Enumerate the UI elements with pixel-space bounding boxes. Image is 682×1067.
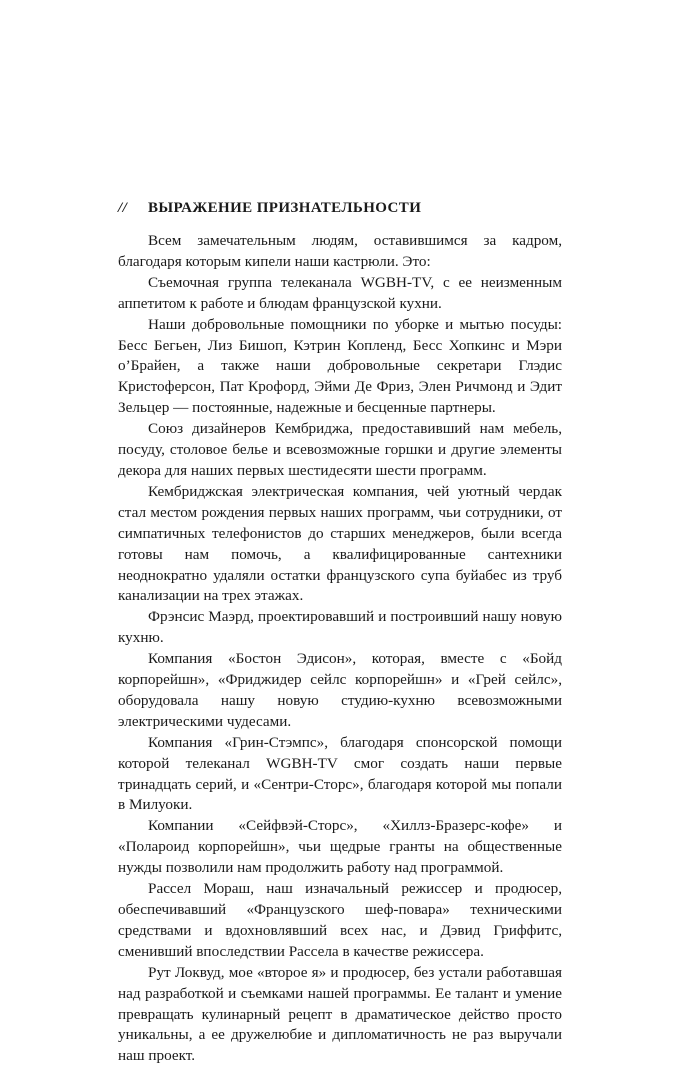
paragraph-boston-edison: Компания «Бостон Эдисон», которая, вместе с «Бойд корпорейшн», «Фриджидер сейлс корпорейшн» и «Грей сейлс», оборудовала нашу новую студию-кухню всевозможными электрическими чудесами. [118, 650, 562, 730]
page-content [118, 200, 562, 1067]
paragraph-wgbh-crew: Съемочная группа телеканала WGBH-TV, с ее неизменным аппетитом к работе и блюдам французской кухни. [118, 273, 562, 312]
paragraph-designers: Союз дизайнеров Кембриджа, предоставивший нам мебель, посуду, столовое белье и всевозможные горшки и другие элементы декора для наших первых шестидесяти шести программ. [118, 420, 562, 479]
body-text [118, 231, 562, 1067]
paragraph-volunteers: Наши добровольные помощники по уборке и мытью посуды: Бесс Бегьен, Лиз Бишоп, Кэтрин Копленд, Бесс Хопкинс и Мэри о’Брайен, а также наши добровольные секретари Глэдис Кристоферсон, Пат Крофорд, Эйми Де Фриз, Элен Ричмонд и Эдит Зельцер — постоянные, надежные и бесценные партнеры. [118, 315, 562, 417]
paragraph-francis: Фрэнсис Маэрд, проектировавший и построивший нашу новую кухню. [118, 608, 562, 647]
paragraph-ruth: Рут Локвуд, мое «второе я» и продюсер, без устали работавшая над разработкой и съемками нашей программы. Ее талант и умение превращать кулинарный рецепт в драматическое действо просто уникальны, а ее дружелюбие и дипломатичность не раз выручали наш проект. [118, 963, 562, 1065]
heading-mark: // [118, 200, 128, 216]
paragraph-electric-company: Кембриджская электрическая компания, чей уютный чердак стал местом рождения первых наших программ, чьи сотрудники, от симпатичных телефонистов до старших менеджеров, были всегда готовы нам помочь, а квалифицированные сантехники неоднократно удаляли остатки французского супа буйабес из труб канализации на трех этажах. [118, 482, 562, 605]
paragraph-russell: Рассел Мораш, наш изначальный режиссер и продюсер, обеспечивавший «Французского шеф-повара» техническими средствами и вдохновлявший всех нас, и Дэвид Гриффитс, сменивший впоследствии Рассела в качестве режиссера. [118, 880, 562, 960]
paragraph-green-stamps: Компания «Грин-Стэмпс», благодаря спонсорской помощи которой телеканал WGBH-TV смог создать наши первые тринадцать серий, и «Сентри-Сторс», благодаря которой мы попали в Милуоки. [118, 733, 562, 814]
section-title: ВЫРАЖЕНИЕ ПРИЗНАТЕЛЬНОСТИ [148, 200, 422, 216]
paragraph-safeway: Компании «Сейфвэй-Сторс», «Хиллз-Бразерс-кофе» и «Полароид корпорейшн», чьи щедрые гранты на общественные нужды позволили нам продолжить работу над программой. [118, 817, 562, 877]
section-heading [118, 200, 562, 217]
paragraph-intro: Всем замечательным людям, оставившимся за кадром, благодаря которым кипели наши кастрюли. Это: [118, 232, 562, 270]
